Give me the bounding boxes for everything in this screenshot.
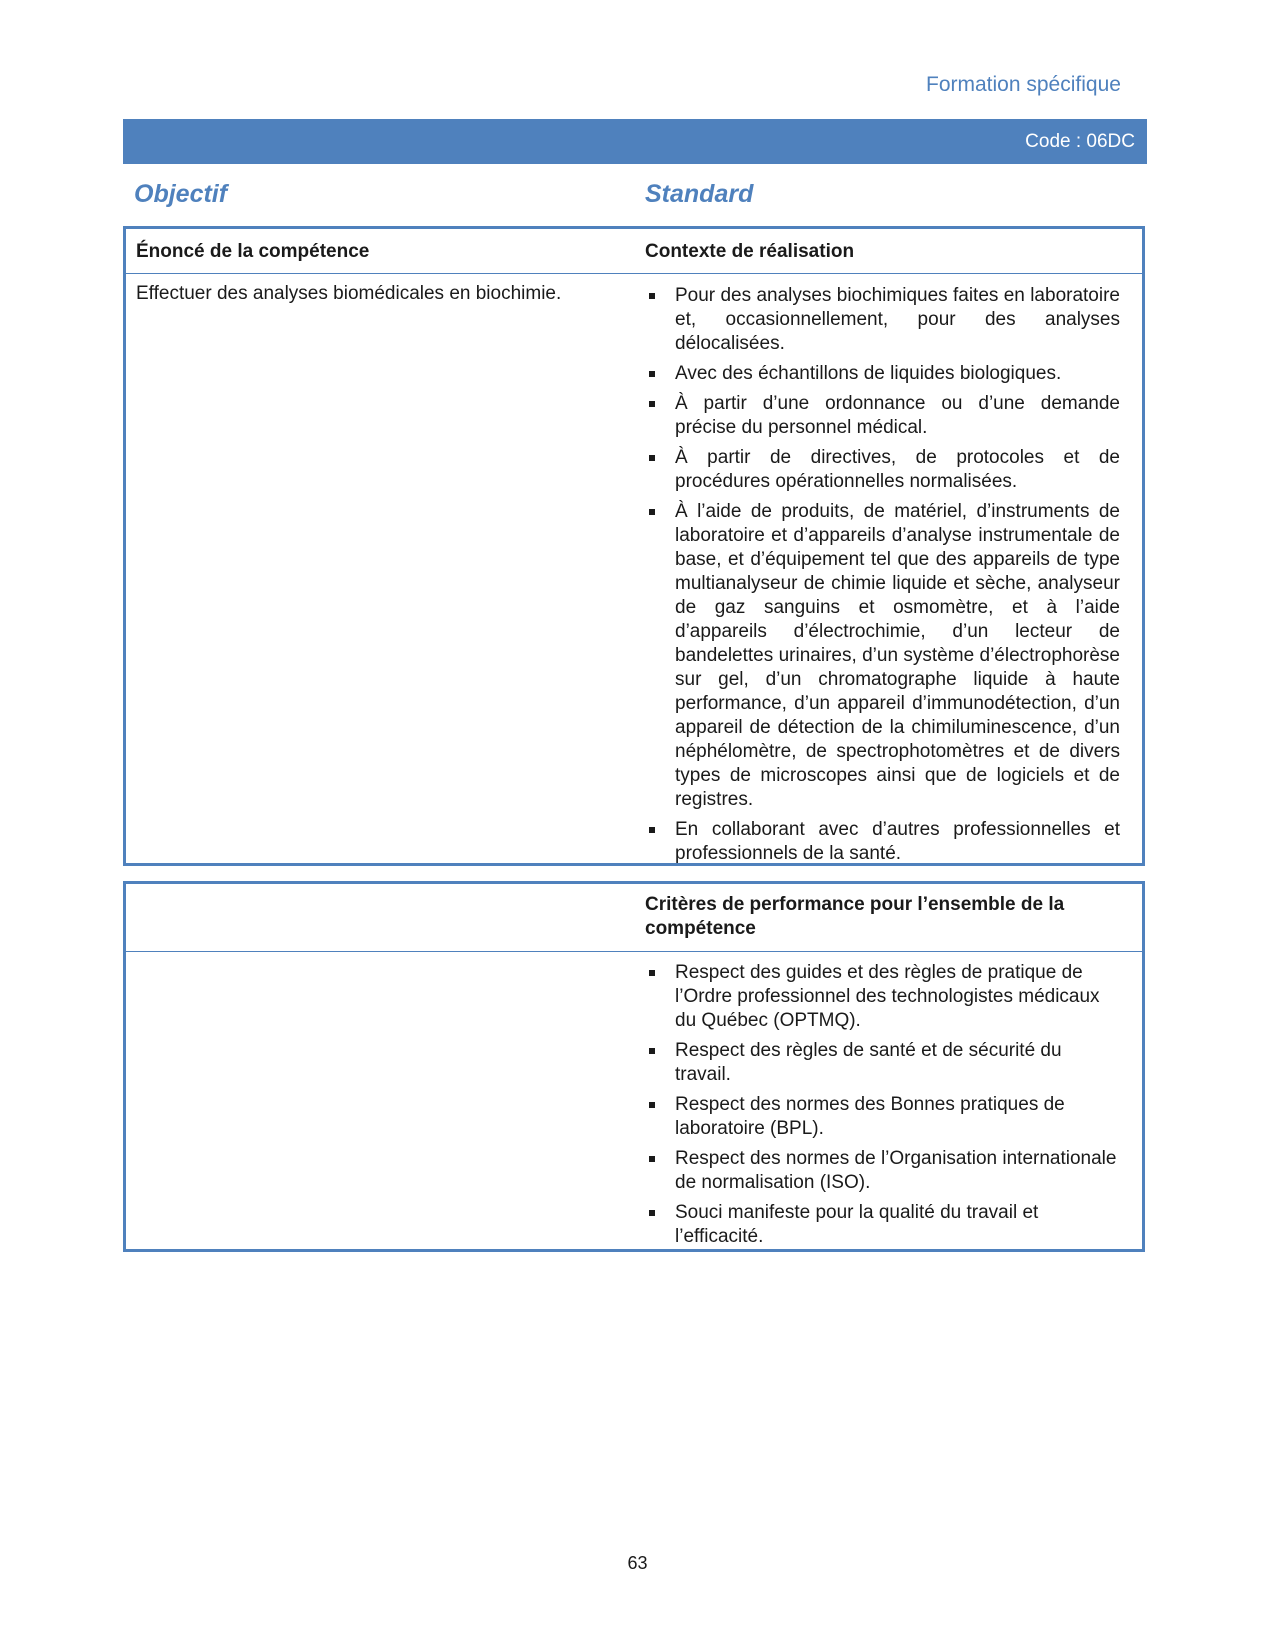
bullet-icon: [649, 1210, 655, 1216]
bullet-icon: [649, 371, 655, 377]
list-item: Respect des règles de santé et de sécurité du travail.: [645, 1039, 1120, 1087]
list-item: Respect des normes des Bonnes pratiques de laboratoire (BPL).: [645, 1093, 1120, 1141]
list-item: Souci manifeste pour la qualité du travail et l’efficacité.: [645, 1201, 1120, 1249]
list-item: Respect des guides et des règles de pratique de l’Ordre professionnel des technologistes médicaux du Québec (OPTMQ).: [645, 961, 1120, 1033]
standard-heading: Standard: [645, 180, 754, 208]
page-number: 63: [627, 1553, 648, 1573]
criteria-table: [123, 881, 1145, 1252]
section-title: Formation spécifique: [926, 73, 1121, 96]
competence-table-header: [126, 229, 1142, 274]
competence-statement: Effectuer des analyses biomédicales en biochimie.: [136, 283, 562, 304]
list-item: À partir d’une ordonnance ou d’une demande précise du personnel médical.: [645, 392, 1120, 440]
list-item: Pour des analyses biochimiques faites en laboratoire et, occasionnellement, pour des analyses délocalisées.: [645, 284, 1120, 356]
bullet-icon: [649, 401, 655, 407]
competence-statement-header: Énoncé de la compétence: [136, 241, 370, 262]
criteria-list: [645, 961, 1120, 1255]
list-item: Avec des échantillons de liquides biologiques.: [645, 362, 1120, 386]
list-item: À l’aide de produits, de matériel, d’instruments de laboratoire et d’appareils d’analyse instrumentale de base, et d’équipement tel que des appareils de type multianalyseur de chimie liquide et sèche, analyseur de gaz sanguins et osmomètre, et à l’aide d’appareils d’électrochimie, d’un lecteur de bandelettes urinaires, d’un système d’électrophorèse sur gel, d’un chromatographe liquide à haute performance, d’un appareil d’immunodétection, d’un appareil de détection de la chimiluminescence, d’un néphélomètre, de spectrophotomètres et de divers types de microscopes ainsi que de logiciels et de registres.: [645, 500, 1120, 812]
program-code: Code : 06DC: [1025, 131, 1135, 152]
bullet-icon: [649, 1102, 655, 1108]
bullet-icon: [649, 509, 655, 515]
bullet-icon: [649, 455, 655, 461]
context-list: [645, 284, 1120, 872]
criteria-table-header: [126, 884, 1142, 952]
list-item: En collaborant avec d’autres professionnelles et professionnels de la santé.: [645, 818, 1120, 866]
bullet-icon: [649, 827, 655, 833]
code-banner: [123, 119, 1147, 164]
list-item: Respect des normes de l’Organisation internationale de normalisation (ISO).: [645, 1147, 1120, 1195]
objective-heading: Objectif: [134, 180, 228, 208]
criteria-header: Critères de performance pour l’ensemble de la compétence: [645, 894, 1065, 939]
bullet-icon: [649, 293, 655, 299]
context-header: Contexte de réalisation: [645, 241, 855, 262]
competence-table: [123, 226, 1145, 866]
bullet-icon: [649, 1156, 655, 1162]
bullet-icon: [649, 1048, 655, 1054]
list-item: À partir de directives, de protocoles et de procédures opérationnelles normalisées.: [645, 446, 1120, 494]
bullet-icon: [649, 970, 655, 976]
